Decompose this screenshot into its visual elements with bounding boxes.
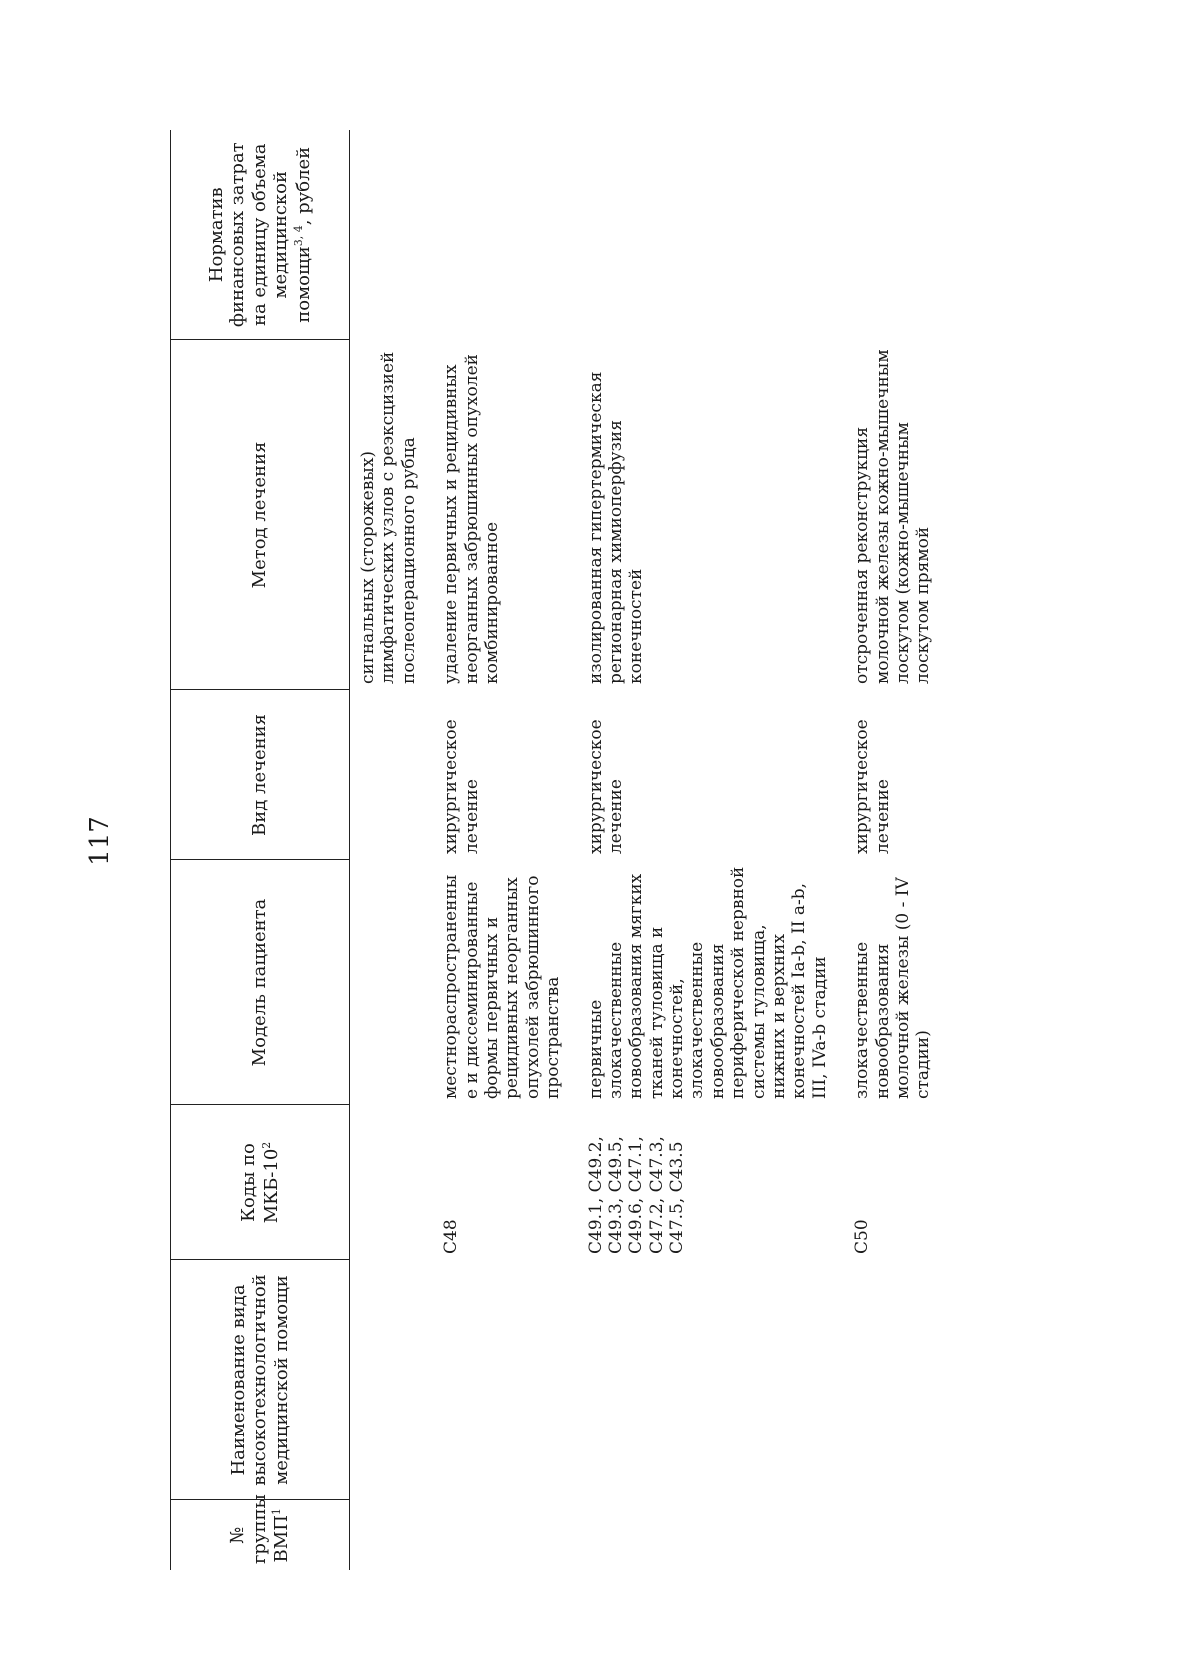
cell-model <box>350 860 434 1105</box>
header-model: Модель пациента <box>171 860 350 1105</box>
header-treatment: Вид лечения <box>171 690 350 860</box>
cell-model: первичные злокачественные новообразования мягких тканей туловища и конечностей, злокачественные новообразования периферической нервной системы туловища, нижних и верхних конечностей Ia-b, II a-b, III, IVa-b стадии <box>585 866 830 1099</box>
page-number: 117 <box>85 816 115 866</box>
cell-codes: C49.1, C49.2, C49.3, C49.5, C49.6, C47.1, C47.2, C47.3, C47.5, C43.5 <box>585 1136 688 1254</box>
cell-method: изолированная гипертермическая регионарная химиоперфузия конечностей <box>585 371 647 684</box>
table-row <box>844 130 948 1570</box>
header-method: Метод лечения <box>171 340 350 690</box>
cell-group <box>578 1500 845 1570</box>
cell-treatment <box>350 690 434 860</box>
cell-codes: C48 <box>441 1219 462 1254</box>
cell-codes: C50 <box>852 1219 873 1254</box>
cell-name <box>578 1260 845 1500</box>
cell-group <box>844 1500 948 1570</box>
cell-codes <box>350 1105 434 1260</box>
cell-method: удаление первичных и рецидивных неорганных забрюшинных опухолей комбинированное <box>441 354 502 684</box>
cell-treatment: хирургическое лечение <box>441 719 482 854</box>
header-codes: Коды по МКБ-$10^2$ <box>171 1105 350 1260</box>
cell-treatment: хирургическое лечение <box>852 719 893 854</box>
cell-name <box>844 1260 948 1500</box>
cell-method: сигнальных (сторожевых) лимфатических узлов с реэксцизией послеоперационного рубца <box>358 351 419 684</box>
cell-norm <box>578 130 845 340</box>
table-row <box>350 130 434 1570</box>
cell-group <box>350 1500 434 1570</box>
table-row <box>433 130 577 1570</box>
cell-treatment: хирургическое лечение <box>585 719 626 854</box>
cell-norm <box>433 130 577 340</box>
cell-name <box>433 1260 577 1500</box>
cell-model: местнораспространенные и диссеминированные формы первичных и рецидивных неорганных опухолей забрюшинного пространства <box>441 874 564 1099</box>
cell-model: злокачественные новообразования молочной железы (0 - IV стадии) <box>852 877 934 1099</box>
cell-norm <box>844 130 948 340</box>
cell-norm <box>350 130 434 340</box>
header-norm: Норматив финансовых затрат на единицу объема медицинской помощи$^{3, 4}$, рублей <box>171 130 350 340</box>
vmp-table <box>170 130 948 1570</box>
cell-method: отсроченная реконструкция молочной железы кожно-мышечным лоскутом (кожно-мышечным лоскутом прямой <box>852 349 934 684</box>
rotated-table-container <box>170 130 1070 1570</box>
table-row <box>578 130 845 1570</box>
header-name: Наименование вида высокотехнологичной медицинской помощи <box>171 1260 350 1500</box>
cell-group <box>433 1500 577 1570</box>
header-group: № группы ВМП$^1$ <box>171 1500 350 1570</box>
header-row <box>171 130 350 1570</box>
cell-name <box>350 1260 434 1500</box>
